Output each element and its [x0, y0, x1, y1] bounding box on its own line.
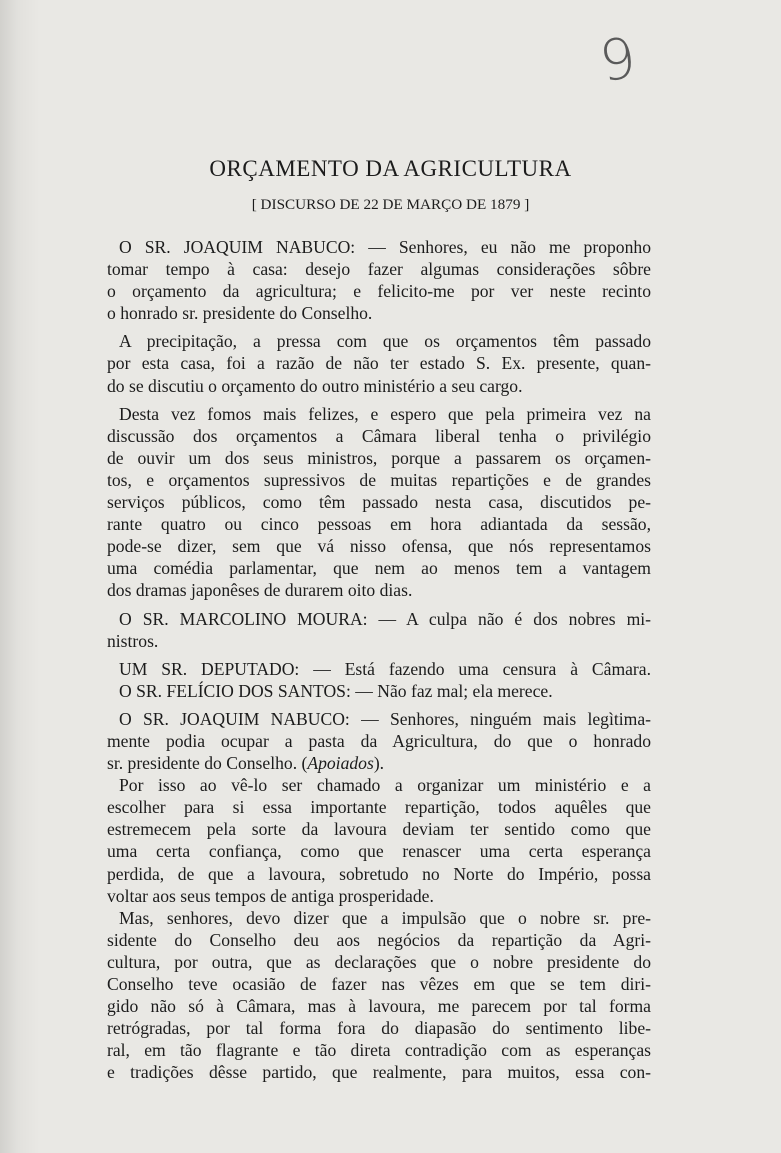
- speaker-name: O SR. MARCOLINO MOURA:: [119, 608, 368, 629]
- text-line: mente podia ocupar a pasta da Agricultura, do que o honrado: [107, 730, 651, 751]
- text-line: discussão dos orçamentos a Câmara liberal tenha o privilégio: [107, 425, 651, 446]
- text-line: uma comédia parlamentar, que nem ao menos tem a vantagem: [107, 558, 651, 579]
- speaker-name: O SR. JOAQUIM NABUCO:: [119, 237, 356, 257]
- text-line: estremecem pela sorte da lavoura deviam ter sentido como que: [107, 819, 651, 840]
- text-line: pode-se dizer, sem que vá nisso ofensa, que nós representamos: [107, 536, 651, 557]
- text-line: do se discutiu o orçamento do outro ministério a seu cargo.: [107, 375, 523, 396]
- text-line: sr. presidente do Conselho. (Apoiados).: [107, 753, 385, 774]
- text-line: dos dramas japonêses de durarem oito dias.: [107, 580, 413, 601]
- text-line: Conselho teve ocasião de fazer nas vêzes em que se tem diri-: [107, 974, 651, 994]
- text-line: uma certa confiança, como que renascer uma certa esperança: [107, 841, 651, 862]
- speaker-name: UM SR. DEPUTADO:: [119, 658, 300, 679]
- chapter-title: ORÇAMENTO DA AGRICULTURA: [209, 156, 572, 181]
- text-line: gido não só à Câmara, mas à lavoura, me parecem por tal forma: [107, 996, 651, 1017]
- chapter-subtitle: [ DISCURSO DE 22 DE MARÇO DE 1879 ]: [251, 196, 530, 213]
- italic-remark: Apoiados: [307, 753, 374, 774]
- text-line: A precipitação, a pressa com que os orçamentos têm passado: [119, 331, 651, 352]
- text-line: sidente do Conselho deu aos negócios da repartição da Agri-: [107, 929, 651, 950]
- text-line: por esta casa, foi a razão de não ter estado S. Ex. presente, quan-: [107, 353, 651, 374]
- text-line: o honrado sr. presidente do Conselho.: [107, 303, 373, 324]
- text-line: nistros.: [107, 630, 159, 651]
- text-line: O SR. FELÍCIO DOS SANTOS: — Não faz mal; ela merece.: [119, 680, 553, 701]
- text-line: ral, em tão flagrante e tão direta contradição com as esperanças: [107, 1040, 651, 1061]
- text-line: O SR. JOAQUIM NABUCO: — Senhores, ninguém mais legìtima-: [119, 708, 651, 729]
- text-line: rante quatro ou cinco pessoas em hora adiantada da sessão,: [107, 514, 651, 535]
- text-line: O SR. MARCOLINO MOURA: — A culpa não é dos nobres mi-: [119, 608, 652, 629]
- text-line: retrógradas, por tal forma fora do diapasão do sentimento libe-: [107, 1018, 651, 1039]
- speaker-name: O SR. JOAQUIM NABUCO:: [119, 708, 350, 729]
- text-line: UM SR. DEPUTADO: — Está fazendo uma censura à Câmara.: [119, 658, 651, 679]
- text-line: Mas, senhores, devo dizer que a impulsão que o nobre sr. pre-: [119, 907, 651, 928]
- text-line: serviços públicos, como têm passado nesta casa, discutidos pe-: [107, 492, 651, 513]
- text-line: voltar aos seus tempos de antiga prosperidade.: [107, 885, 434, 906]
- text-line: de ouvir um dos seus ministros, porque a passarem os orçamen-: [107, 447, 651, 468]
- text-line: perdida, de que a lavoura, sobretudo no Norte do Império, possa: [107, 863, 651, 884]
- text-line: cultura, por outra, que as declarações que o nobre presidente do: [107, 951, 651, 972]
- text-line: O SR. JOAQUIM NABUCO: — Senhores, eu não me proponho: [119, 237, 651, 257]
- text-line: escolher para si essa importante repartição, todos aquêles que: [107, 797, 651, 818]
- text-line: tos, e orçamentos supressivos de muitas repartições e de grandes: [107, 469, 651, 490]
- text-line: Desta vez fomos mais felizes, e espero que pela primeira vez na: [119, 403, 651, 424]
- handwritten-page-number: 9: [595, 25, 640, 96]
- speech-text: [107, 236, 651, 1083]
- speaker-name: O SR. FELÍCIO DOS SANTOS:: [119, 680, 351, 701]
- text-line: tomar tempo à casa: desejo fazer algumas considerações sôbre: [107, 259, 651, 280]
- text-line: o orçamento da agricultura; e felicito-me por ver neste recinto: [107, 281, 651, 302]
- text-line: Por isso ao vê-lo ser chamado a organizar um ministério e a: [119, 775, 651, 796]
- text-line: e tradições dêsse partido, que realmente, para muitos, essa con-: [107, 1062, 651, 1083]
